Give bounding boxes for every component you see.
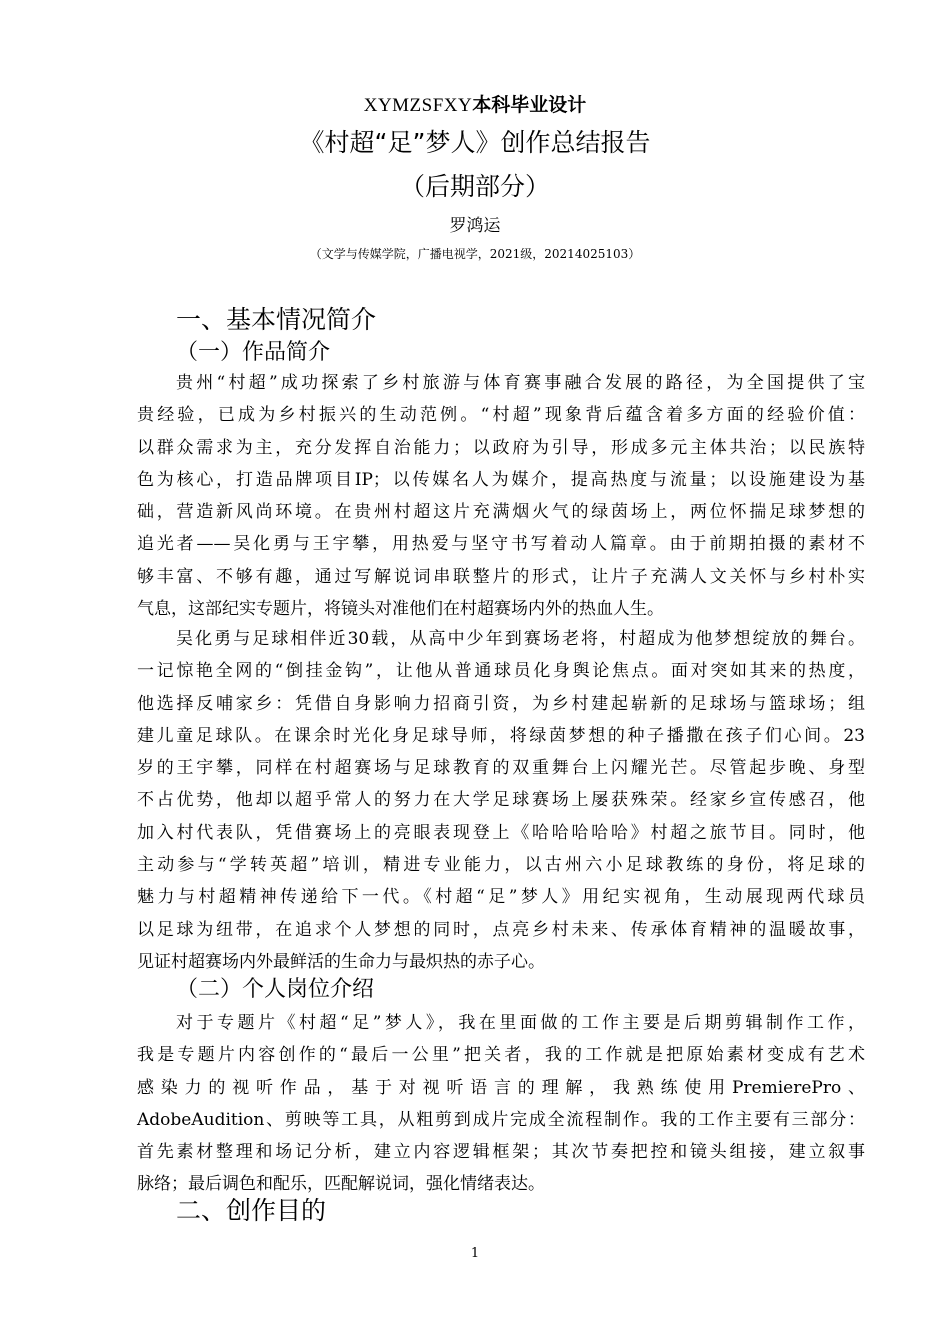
text-line: 魅力与村超精神传递给下一代。《村超“足”梦人》用纪实视角，生动展现两代球员 — [137, 887, 865, 908]
text-line: AdobeAudition、剪映等工具，从粗剪到成片完成全流程制作。我的工作主要有三部分： — [137, 1109, 865, 1130]
text-line: 贵州“村超”成功探索了乡村旅游与体育赛事融合发展的路径，为全国提供了宝 — [176, 373, 865, 393]
text-line: 主动参与“学转英超”培训，精进专业能力，以古州六小足球教练的身份，将足球的 — [137, 855, 865, 876]
text-line: 首先素材整理和场记分析，建立内容逻辑框架；其次节奏把控和镜头组接，建立叙事 — [137, 1142, 865, 1163]
text-line: 气息，这部纪实专题片，将镜头对准他们在村超赛场内外的热血人生。 — [137, 599, 664, 620]
section-heading-creation-purpose: 二、创作目的 — [176, 1196, 327, 1225]
series-code: XYMZSFXY — [363, 95, 473, 116]
text-line: 他选择反哺家乡：凭借自身影响力招商引资，为乡村建起崭新的足球场与篮球场；组 — [137, 693, 865, 714]
page-number: 1 — [470, 1246, 480, 1261]
paragraph-personal-role — [137, 1007, 865, 1201]
section-heading-basic-info: 一、基本情况简介 — [176, 305, 377, 334]
report-title: 《村超“足”梦人》创作总结报告 — [299, 128, 651, 157]
subsection-heading-personal-role: （二）个人岗位介绍 — [176, 977, 375, 1002]
report-subtitle: （后期部分） — [399, 172, 550, 201]
text-line: 够丰富、不够有趣，通过写解说词串联整片的形式，让片子充满人文关怀与乡村朴实 — [137, 566, 865, 587]
text-line: 不占优势，他却以超乎常人的努力在大学足球赛场上屡获殊荣。经家乡宣传感召，他 — [137, 790, 865, 811]
text-line: 感染力的视听作品，基于对视听语言的理解，我熟练使用PremierePro、 — [137, 1077, 865, 1098]
text-line: 础，营造新风尚环境。在贵州村超这片充满烟火气的绿茵场上，两位怀揣足球梦想的 — [137, 502, 865, 523]
text-line: 脉络；最后调色和配乐，匹配解说词，强化情绪表达。 — [137, 1174, 545, 1195]
text-line: 追光者——吴化勇与王宇攀，用热爱与坚守书写着动人篇章。由于前期拍摄的素材不 — [137, 534, 865, 555]
paragraph-work-intro — [137, 367, 865, 625]
text-line: 色为核心，打造品牌项目IP；以传媒名人为媒介，提高热度与流量；以设施建设为基 — [137, 469, 865, 490]
text-line: 吴化勇与足球相伴近30载，从高中少年到赛场老将，村超成为他梦想绽放的舞台。 — [176, 629, 865, 649]
text-line: 以足球为纽带，在追求个人梦想的同时，点亮乡村未来、传承体育精神的温暖故事， — [137, 919, 865, 940]
text-line: 我是专题片内容创作的“最后一公里”把关者，我的工作就是把原始素材变成有艺术 — [137, 1045, 865, 1066]
report-series-header — [0, 92, 950, 119]
text-line: 一记惊艳全网的“倒挂金钩”，让他从普通球员化身舆论焦点。面对突如其来的热度， — [137, 661, 865, 682]
paragraph-characters — [137, 623, 865, 978]
series-label: 本科毕业设计 — [472, 94, 587, 116]
text-line: 贵经验，已成为乡村振兴的生动范例。“村超”现象背后蕴含着多方面的经验价值： — [137, 405, 865, 426]
text-line: 建儿童足球队。在课余时光化身足球导师，将绿茵梦想的种子播撒在孩子们心间。23 — [137, 725, 865, 746]
author-name: 罗鸿运 — [449, 216, 501, 236]
text-line: 对于专题片《村超“足”梦人》，我在里面做的工作主要是后期剪辑制作工作， — [176, 1013, 865, 1033]
subsection-heading-work-intro: （一）作品简介 — [176, 340, 331, 365]
author-affiliation: （文学与传媒学院，广播电视学，2021级，20214025103） — [309, 247, 641, 261]
text-line: 岁的王宇攀，同样在村超赛场与足球教育的双重舞台上闪耀光芒。尽管起步晚、身型 — [137, 758, 865, 779]
text-line: 见证村超赛场内外最鲜活的生命力与最炽热的赤子心。 — [137, 951, 545, 972]
text-line: 以群众需求为主，充分发挥自治能力；以政府为引导，形成多元主体共治；以民族特 — [137, 437, 865, 458]
text-line: 加入村代表队，凭借赛场上的亮眼表现登上《哈哈哈哈哈》村超之旅节目。同时，他 — [137, 822, 865, 843]
